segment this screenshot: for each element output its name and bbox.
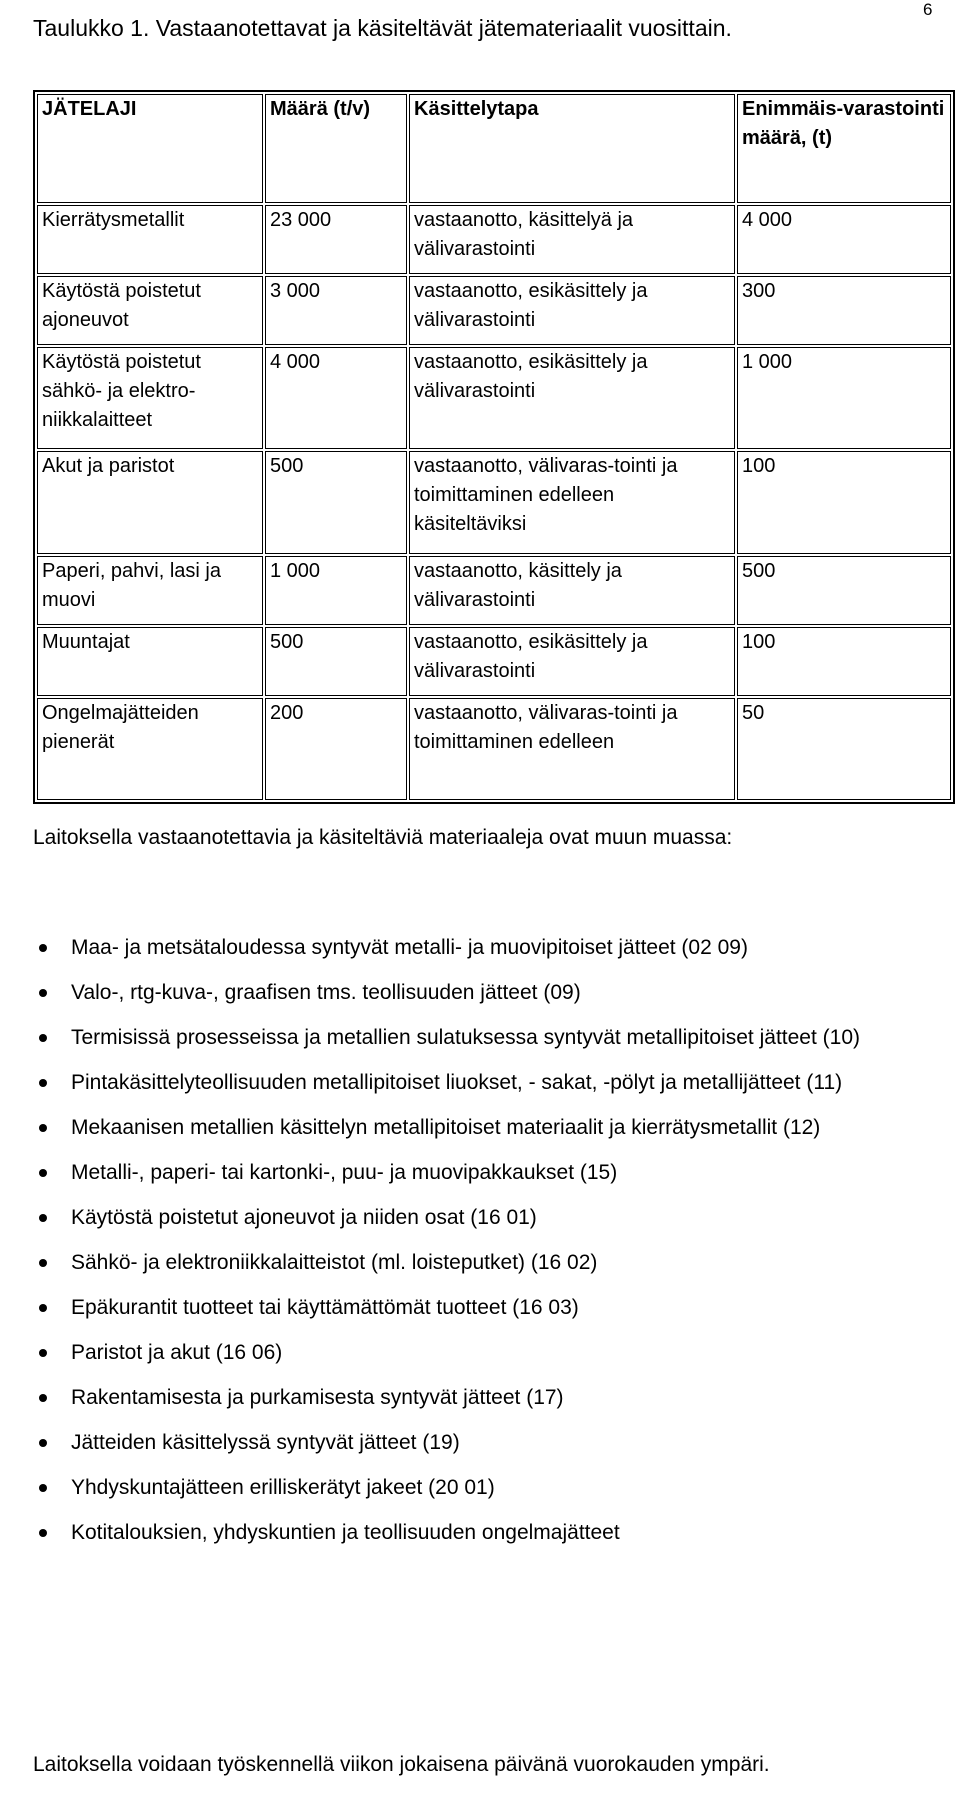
- cell-method: vastaanotto, välivaras-tointi ja toimittaminen edelleen: [409, 698, 735, 800]
- cell-type: Ongelmajätteiden pienerät: [37, 698, 263, 800]
- list-item: [33, 970, 938, 1015]
- bullet-icon: [39, 989, 47, 997]
- materials-list: [33, 925, 938, 1555]
- bullet-icon: [39, 1349, 47, 1357]
- cell-max-storage: 300: [737, 276, 951, 345]
- cell-method: vastaanotto, käsittelyä ja välivarastointi: [409, 205, 735, 274]
- cell-type: Paperi, pahvi, lasi ja muovi: [37, 556, 263, 625]
- list-item-text: Mekaanisen metallien käsittelyn metallipitoiset materiaalit ja kierrätysmetallit (12): [71, 1116, 821, 1139]
- list-item-text: Termisissä prosesseissa ja metallien sulatuksessa syntyvät metallipitoiset jätteet (10): [71, 1026, 860, 1049]
- cell-method: vastaanotto, käsittely ja välivarastointi: [409, 556, 735, 625]
- cell-amount: 500: [265, 451, 407, 553]
- list-item: [33, 1195, 938, 1240]
- header-amount: Määrä (t/v): [265, 94, 407, 203]
- cell-amount: 4 000: [265, 347, 407, 449]
- list-item-text: Rakentamisesta ja purkamisesta syntyvät jätteet (17): [71, 1386, 564, 1409]
- cell-type: Muuntajat: [37, 627, 263, 696]
- list-item-text: Kotitalouksien, yhdyskuntien ja teollisuuden ongelmajätteet: [71, 1521, 620, 1544]
- list-item: [33, 1420, 938, 1465]
- header-max-storage: Enimmäis-varastointi määrä, (t): [737, 94, 951, 203]
- list-item: [33, 1375, 938, 1420]
- list-item: [33, 1285, 938, 1330]
- list-item: [33, 1060, 938, 1105]
- list-item-text: Valo-, rtg-kuva-, graafisen tms. teollisuuden jätteet (09): [71, 981, 581, 1004]
- list-item: [33, 925, 938, 970]
- page-number: 6: [923, 0, 933, 19]
- table-row: [37, 276, 951, 345]
- cell-type: Käytöstä poistetut sähkö- ja elektro-niikkalaitteet: [37, 347, 263, 449]
- bullet-icon: [39, 1169, 47, 1177]
- cell-amount: 1 000: [265, 556, 407, 625]
- bullet-icon: [39, 1079, 47, 1087]
- bullet-icon: [39, 1439, 47, 1447]
- bullet-icon: [39, 1394, 47, 1402]
- cell-max-storage: 500: [737, 556, 951, 625]
- list-item-text: Maa- ja metsätaloudessa syntyvät metalli- ja muovipitoiset jätteet (02 09): [71, 936, 748, 959]
- list-item-text: Jätteiden käsittelyssä syntyvät jätteet (19): [71, 1431, 460, 1454]
- intro-paragraph: Laitoksella vastaanotettavia ja käsiteltäviä materiaaleja ovat muun muassa:: [33, 826, 733, 849]
- list-item: [33, 1015, 938, 1060]
- table-header-row: [37, 94, 951, 203]
- list-item-text: Pintakäsittelyteollisuuden metallipitoiset liuokset, - sakat, -pölyt ja metallijätteet (11): [71, 1071, 843, 1094]
- list-item-text: Paristot ja akut (16 06): [71, 1341, 283, 1364]
- header-method: Käsittelytapa: [409, 94, 735, 203]
- header-type: JÄTELAJI: [37, 94, 263, 203]
- list-item: [33, 1510, 938, 1555]
- cell-type: Käytöstä poistetut ajoneuvot: [37, 276, 263, 345]
- bullet-icon: [39, 1124, 47, 1132]
- table-row: [37, 205, 951, 274]
- cell-method: vastaanotto, välivaras-tointi ja toimittaminen edelleen käsiteltäviksi: [409, 451, 735, 553]
- cell-type: Kierrätysmetallit: [37, 205, 263, 274]
- table-row: [37, 627, 951, 696]
- cell-amount: 3 000: [265, 276, 407, 345]
- list-item-text: Sähkö- ja elektroniikkalaitteistot (ml. loisteputket) (16 02): [71, 1251, 598, 1274]
- cell-max-storage: 50: [737, 698, 951, 800]
- list-item-text: Metalli-, paperi- tai kartonki-, puu- ja muovipakkaukset (15): [71, 1161, 618, 1184]
- waste-materials-table: [33, 90, 955, 804]
- cell-max-storage: 4 000: [737, 205, 951, 274]
- cell-max-storage: 1 000: [737, 347, 951, 449]
- bullet-icon: [39, 1529, 47, 1537]
- bullet-icon: [39, 1484, 47, 1492]
- list-item-text: Yhdyskuntajätteen erilliskerätyt jakeet (20 01): [71, 1476, 495, 1499]
- list-item: [33, 1105, 938, 1150]
- cell-method: vastaanotto, esikäsittely ja välivarastointi: [409, 276, 735, 345]
- list-item-text: Epäkurantit tuotteet tai käyttämättömät tuotteet (16 03): [71, 1296, 579, 1319]
- list-item: [33, 1465, 938, 1510]
- list-item-text: Käytöstä poistetut ajoneuvot ja niiden osat (16 01): [71, 1206, 537, 1229]
- table-row: [37, 556, 951, 625]
- cell-type: Akut ja paristot: [37, 451, 263, 553]
- list-item: [33, 1330, 938, 1375]
- cell-max-storage: 100: [737, 451, 951, 553]
- bullet-icon: [39, 1259, 47, 1267]
- cell-amount: 500: [265, 627, 407, 696]
- cell-method: vastaanotto, esikäsittely ja välivarastointi: [409, 627, 735, 696]
- bullet-icon: [39, 944, 47, 952]
- cell-amount: 23 000: [265, 205, 407, 274]
- bullet-icon: [39, 1304, 47, 1312]
- list-item: [33, 1150, 938, 1195]
- table-row: [37, 698, 951, 800]
- bullet-icon: [39, 1214, 47, 1222]
- cell-method: vastaanotto, esikäsittely ja välivarastointi: [409, 347, 735, 449]
- bullet-icon: [39, 1034, 47, 1042]
- table-caption: Taulukko 1. Vastaanotettavat ja käsiteltävät jätemateriaalit vuosittain.: [33, 15, 732, 41]
- list-item: [33, 1240, 938, 1285]
- cell-amount: 200: [265, 698, 407, 800]
- cell-max-storage: 100: [737, 627, 951, 696]
- table-row: [37, 451, 951, 553]
- closing-paragraph: Laitoksella voidaan työskennellä viikon jokaisena päivänä vuorokauden ympäri.: [33, 1753, 770, 1776]
- table-row: [37, 347, 951, 449]
